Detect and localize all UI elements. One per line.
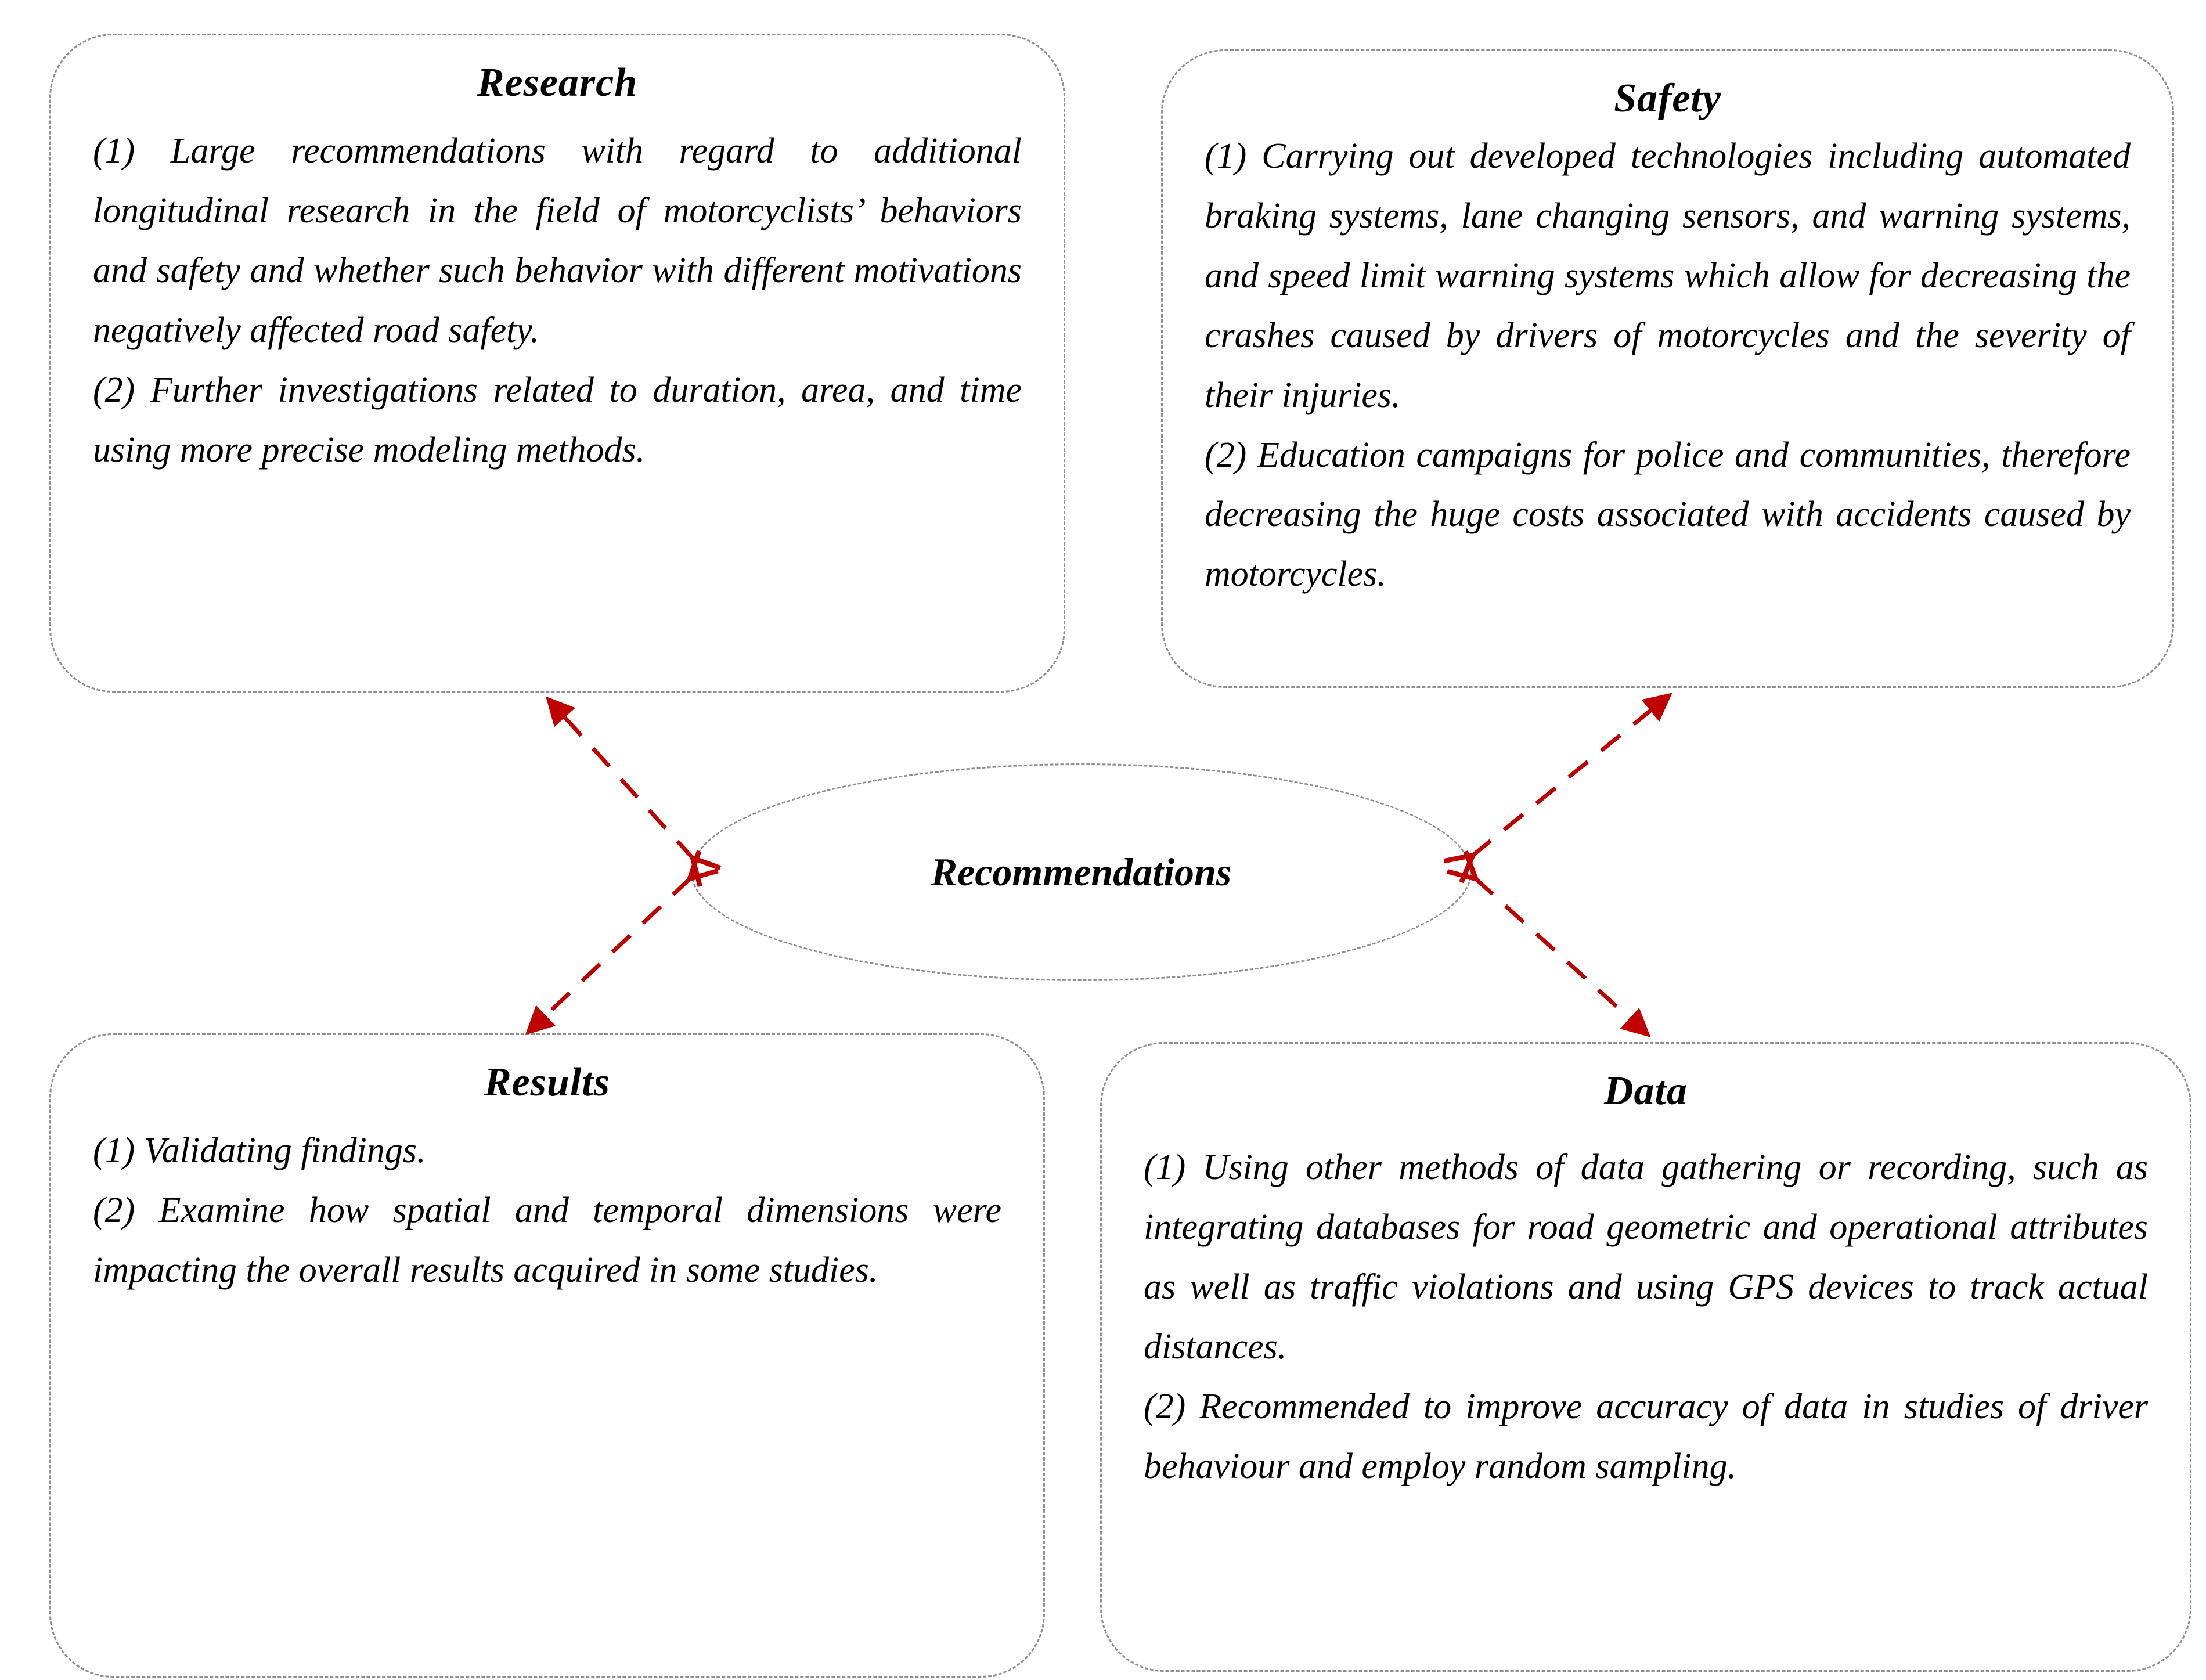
- box-results-title: Results: [484, 1060, 611, 1105]
- box-data-item-1: (1) Using other methods of data gathering or recording, such as integrating databases for road geometric and operational attributes as well as traffic violations and using GPS devices to track actual distances.: [1144, 1148, 2148, 1367]
- box-safety-item-1: (1) Carrying out developed technologies including automated braking systems, lane changing sensors, and warning systems, and speed limit warning systems which allow for decreasing the crashes caused by drivers of motorcycles and the severity of their injuries.: [1205, 136, 2131, 415]
- box-results: [49, 1033, 1045, 1678]
- box-data-item-2: (2) Recommended to improve accuracy of data in studies of driver behaviour and employ random sampling.: [1144, 1386, 2148, 1486]
- box-safety-item-2: (2) Education campaigns for police and communities, therefore decreasing the huge costs associated with accidents caused by motorcycles.: [1205, 435, 2131, 594]
- arrow-to-results: [528, 878, 691, 1032]
- box-research: [49, 34, 1065, 693]
- center-ellipse-recommendations: [691, 763, 1472, 981]
- box-results-item-2: (2) Examine how spatial and temporal dimensions were impacting the overall results acquired in some studies.: [93, 1190, 1001, 1290]
- arrow-to-data: [1475, 878, 1648, 1034]
- box-research-item-2: (2) Further investigations related to duration, area, and time using more precise modeling methods.: [93, 370, 1022, 470]
- box-results-item-1: (1) Validating findings.: [93, 1131, 426, 1170]
- arrow-to-research: [549, 700, 694, 859]
- box-data: [1100, 1042, 2191, 1672]
- box-safety: [1161, 49, 2174, 688]
- center-ellipse-label: Recommendations: [931, 850, 1232, 894]
- box-safety-title: Safety: [1614, 76, 1721, 121]
- box-research-item-1: (1) Large recommendations with regard to additional longitudinal research in the field of motorcyclists’ behaviors and safety and whether such behavior with different motivations negatively affected road safety.: [93, 131, 1022, 350]
- box-research-title: Research: [477, 60, 638, 105]
- arrow-to-safety: [1472, 695, 1669, 856]
- box-data-title: Data: [1604, 1069, 1688, 1113]
